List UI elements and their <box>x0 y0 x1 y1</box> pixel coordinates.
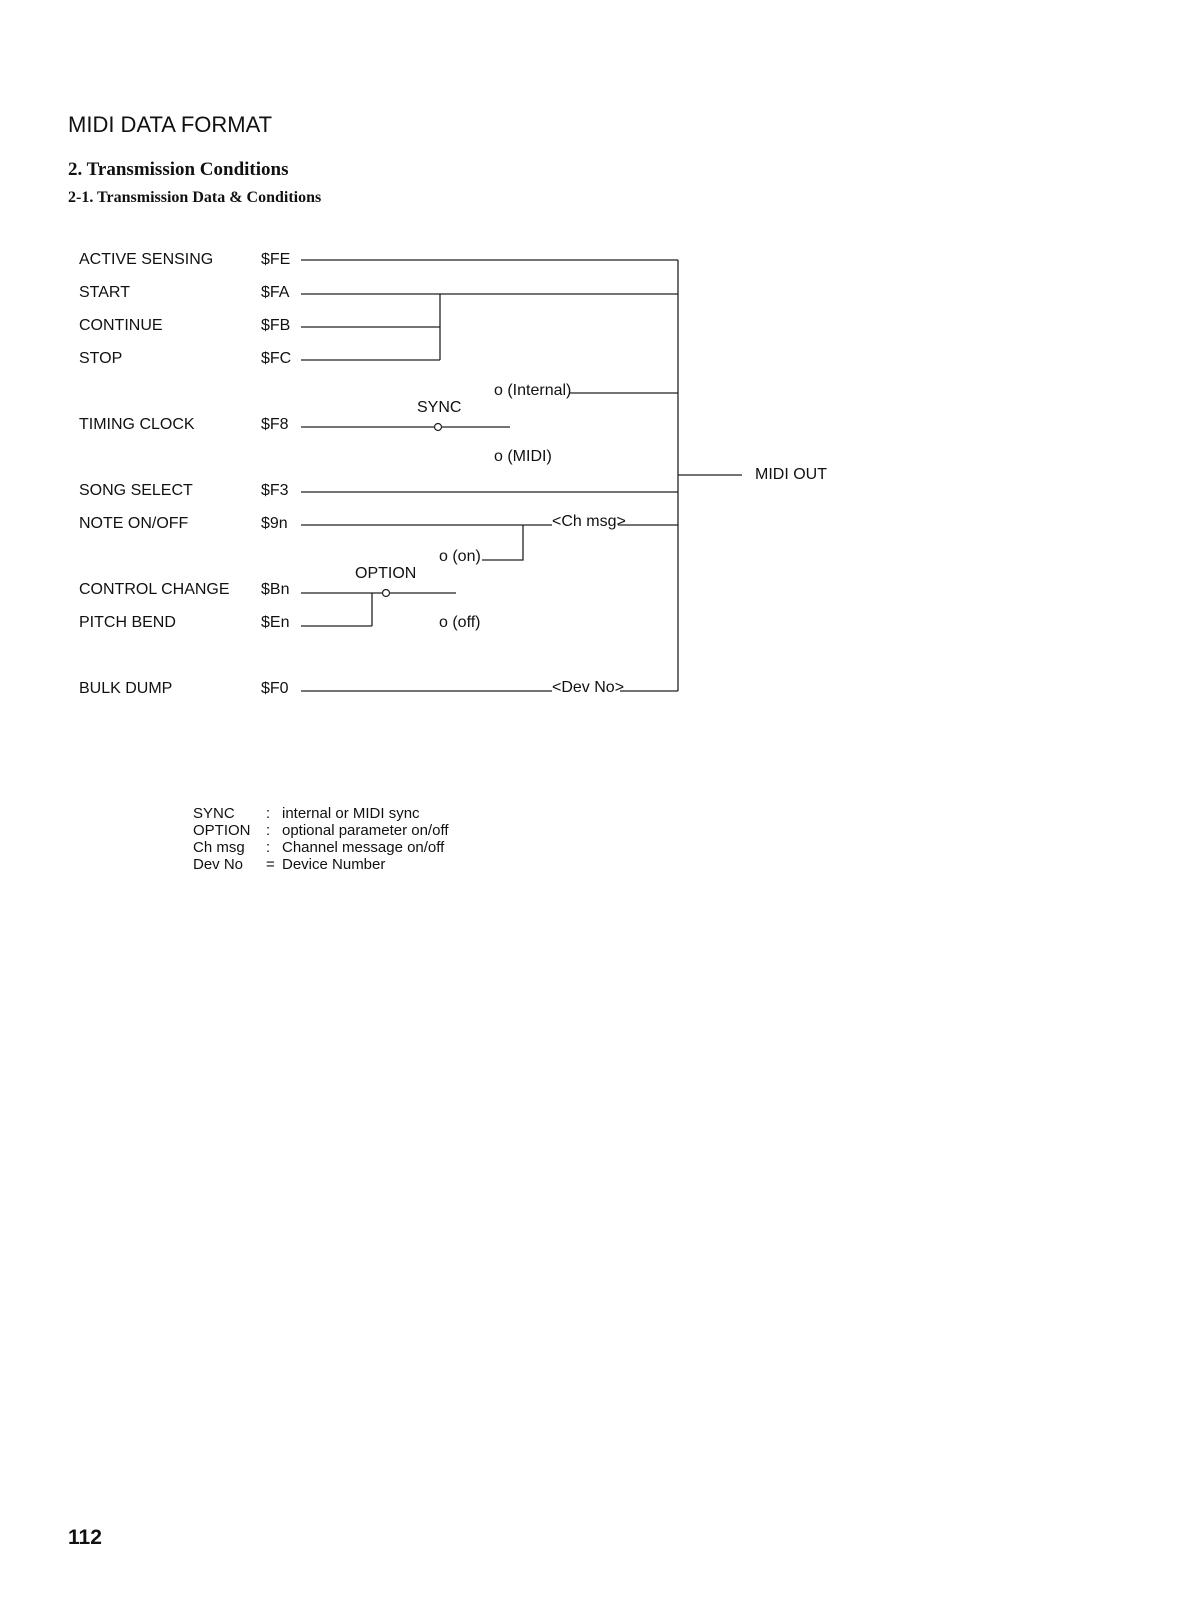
status-code: $FE <box>261 251 291 268</box>
sync-midi-label: o (MIDI) <box>494 448 552 465</box>
message-name: CONTROL CHANGE <box>79 581 230 598</box>
status-code: $Bn <box>261 581 290 598</box>
legend-separator: : <box>266 805 271 822</box>
status-code: $F3 <box>261 482 289 499</box>
message-name: ACTIVE SENSING <box>79 251 214 268</box>
message-name: STOP <box>79 350 123 367</box>
message-name: TIMING CLOCK <box>79 416 195 433</box>
message-name: START <box>79 284 130 301</box>
message-name: SONG SELECT <box>79 482 193 499</box>
sync-internal-label: o (Internal) <box>494 382 572 399</box>
message-name: NOTE ON/OFF <box>79 515 189 532</box>
option-on-label: o (on) <box>439 548 481 565</box>
dev-no-tag: <Dev No> <box>552 679 625 696</box>
sync-switch-label: SYNC <box>417 399 462 416</box>
legend-description: optional parameter on/off <box>282 822 449 839</box>
status-code: $FC <box>261 350 292 367</box>
status-code: $FA <box>261 284 290 301</box>
option-switch-label: OPTION <box>355 565 417 582</box>
section-heading: 2. Transmission Conditions <box>68 159 289 180</box>
status-code: $9n <box>261 515 288 532</box>
legend-term: Dev No <box>193 856 244 873</box>
legend-separator: = <box>266 856 275 873</box>
legend-description: internal or MIDI sync <box>282 805 420 822</box>
ch-msg-tag: <Ch msg> <box>552 513 626 530</box>
legend-term: Ch msg <box>193 839 245 856</box>
option-on-line <box>482 525 523 560</box>
message-name: CONTINUE <box>79 317 163 334</box>
midi-out-label: MIDI OUT <box>755 466 827 483</box>
legend-separator: : <box>266 822 271 839</box>
page-number: 112 <box>68 1526 102 1549</box>
status-code: $F8 <box>261 416 289 433</box>
status-code: $FB <box>261 317 291 334</box>
status-code: $En <box>261 614 290 631</box>
legend-description: Channel message on/off <box>282 839 445 856</box>
legend-separator: : <box>266 839 271 856</box>
option-switch-pivot <box>383 590 390 597</box>
legend-term: OPTION <box>193 822 251 839</box>
message-name: BULK DUMP <box>79 680 173 697</box>
status-code: $F0 <box>261 680 289 697</box>
legend-term: SYNC <box>193 805 235 822</box>
subsection-heading: 2-1. Transmission Data & Conditions <box>68 189 322 206</box>
legend-description: Device Number <box>282 856 386 873</box>
sync-switch-pivot <box>435 424 442 431</box>
page-title: MIDI DATA FORMAT <box>68 112 273 137</box>
option-off-label: o (off) <box>439 614 481 631</box>
message-name: PITCH BEND <box>79 614 176 631</box>
